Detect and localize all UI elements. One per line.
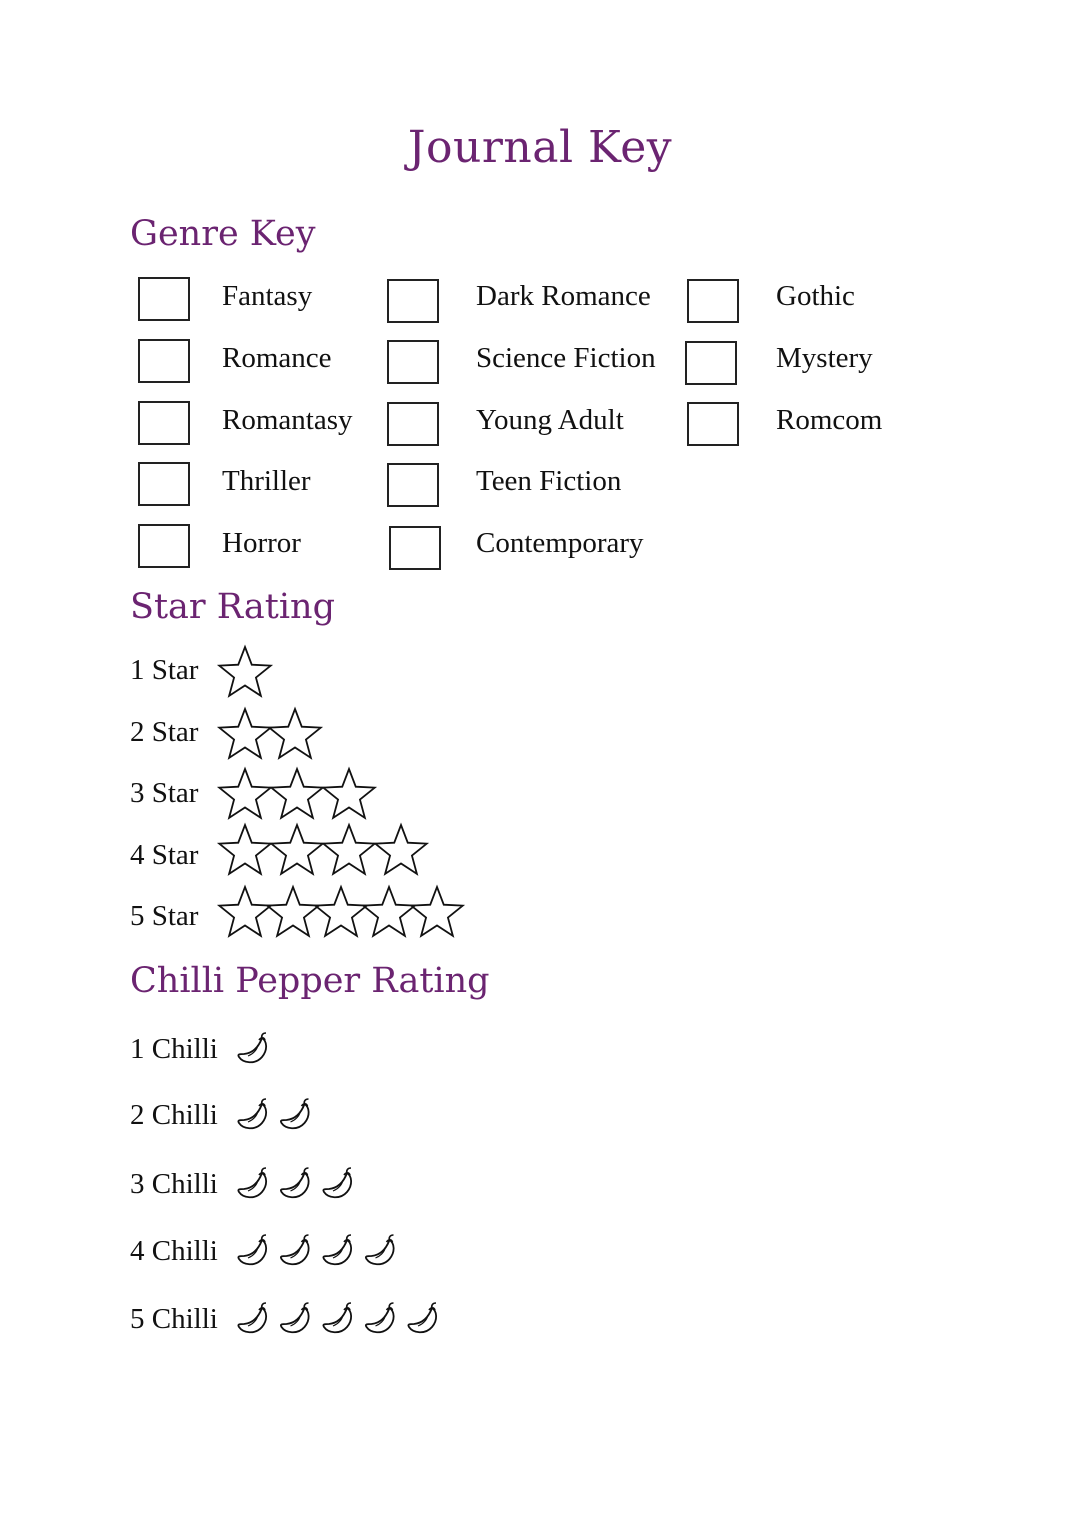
star-rating-icons bbox=[216, 884, 474, 940]
chilli-pepper-icon bbox=[323, 1303, 351, 1332]
checkbox-romcom[interactable] bbox=[687, 402, 739, 446]
star-rating-svg bbox=[216, 884, 474, 942]
genre-label-science-fiction: Science Fiction bbox=[476, 342, 656, 374]
chilli-pepper-icon bbox=[281, 1168, 309, 1197]
chilli-pepper-icon bbox=[323, 1235, 351, 1264]
chilli-rating-label: 3 Chilli bbox=[130, 1168, 218, 1200]
genre-label-mystery: Mystery bbox=[776, 342, 873, 374]
star-outline-icon bbox=[219, 825, 270, 874]
star-outline-icon bbox=[271, 825, 322, 874]
star-outline-icon bbox=[219, 647, 270, 696]
genre-label-dark-romance: Dark Romance bbox=[476, 280, 651, 312]
star-outline-icon bbox=[219, 709, 270, 758]
genre-label-gothic: Gothic bbox=[776, 280, 855, 312]
genre-label-romance: Romance bbox=[222, 342, 332, 374]
star-outline-icon bbox=[323, 825, 374, 874]
chilli-pepper-icon bbox=[238, 1168, 266, 1197]
star-rating-icons bbox=[216, 644, 282, 700]
star-rating-label: 2 Star bbox=[130, 716, 199, 748]
chilli-rating-icons bbox=[232, 1232, 406, 1288]
star-outline-icon bbox=[411, 887, 462, 936]
genre-label-romcom: Romcom bbox=[776, 404, 883, 436]
chilli-pepper-icon bbox=[238, 1235, 266, 1264]
genre-label-young-adult: Young Adult bbox=[476, 404, 624, 436]
checkbox-fantasy[interactable] bbox=[138, 277, 190, 321]
chilli-rating-svg bbox=[232, 1165, 364, 1205]
chilli-rating-icons bbox=[232, 1030, 279, 1086]
chilli-pepper-icon bbox=[281, 1303, 309, 1332]
chilli-rating-svg bbox=[232, 1232, 406, 1272]
star-rating-svg bbox=[216, 822, 438, 880]
star-outline-icon bbox=[363, 887, 414, 936]
chilli-pepper-icon bbox=[366, 1235, 394, 1264]
genre-label-teen-fiction: Teen Fiction bbox=[476, 465, 622, 497]
chilli-pepper-icon bbox=[238, 1303, 266, 1332]
checkbox-horror[interactable] bbox=[138, 524, 190, 568]
star-outline-icon bbox=[269, 709, 320, 758]
genre-label-horror: Horror bbox=[222, 527, 301, 559]
star-rating-icons bbox=[216, 822, 438, 878]
chilli-rating-label: 4 Chilli bbox=[130, 1235, 218, 1267]
checkbox-young-adult[interactable] bbox=[387, 402, 439, 446]
checkbox-teen-fiction[interactable] bbox=[387, 463, 439, 507]
chilli-rating-label: 1 Chilli bbox=[130, 1033, 218, 1065]
star-rating-svg bbox=[216, 644, 282, 702]
star-rating-icons bbox=[216, 766, 386, 822]
chilli-pepper-icon bbox=[323, 1168, 351, 1197]
checkbox-contemporary[interactable] bbox=[389, 526, 441, 570]
chilli-pepper-icon bbox=[281, 1099, 309, 1128]
star-outline-icon bbox=[271, 769, 322, 818]
chilli-rating-label: 5 Chilli bbox=[130, 1303, 218, 1335]
genre-key-heading: Genre Key bbox=[130, 214, 316, 254]
chilli-pepper-icon bbox=[238, 1099, 266, 1128]
star-outline-icon bbox=[219, 769, 270, 818]
star-outline-icon bbox=[267, 887, 318, 936]
page-title: Journal Key bbox=[407, 122, 673, 173]
star-rating-svg bbox=[216, 706, 332, 764]
checkbox-thriller[interactable] bbox=[138, 462, 190, 506]
chilli-rating-icons bbox=[232, 1165, 364, 1221]
star-outline-icon bbox=[219, 887, 270, 936]
chilli-rating-svg bbox=[232, 1096, 321, 1136]
star-rating-svg bbox=[216, 766, 386, 824]
genre-label-thriller: Thriller bbox=[222, 465, 311, 497]
chilli-rating-svg bbox=[232, 1300, 449, 1340]
star-rating-label: 4 Star bbox=[130, 839, 199, 871]
star-outline-icon bbox=[315, 887, 366, 936]
chilli-pepper-icon bbox=[281, 1235, 309, 1264]
star-rating-label: 5 Star bbox=[130, 900, 199, 932]
chilli-rating-icons bbox=[232, 1300, 449, 1356]
star-rating-label: 1 Star bbox=[130, 654, 199, 686]
checkbox-dark-romance[interactable] bbox=[387, 279, 439, 323]
genre-label-romantasy: Romantasy bbox=[222, 404, 353, 436]
star-rating-label: 3 Star bbox=[130, 777, 199, 809]
checkbox-romance[interactable] bbox=[138, 339, 190, 383]
checkbox-mystery[interactable] bbox=[685, 341, 737, 385]
chilli-rating-label: 2 Chilli bbox=[130, 1099, 218, 1131]
chilli-pepper-icon bbox=[408, 1303, 436, 1332]
chilli-pepper-icon bbox=[238, 1033, 266, 1062]
star-outline-icon bbox=[323, 769, 374, 818]
genre-label-fantasy: Fantasy bbox=[222, 280, 313, 312]
star-rating-heading: Star Rating bbox=[130, 587, 335, 627]
genre-label-contemporary: Contemporary bbox=[476, 527, 644, 559]
star-outline-icon bbox=[375, 825, 426, 874]
checkbox-science-fiction[interactable] bbox=[387, 340, 439, 384]
star-rating-icons bbox=[216, 706, 332, 762]
chilli-rating-icons bbox=[232, 1096, 321, 1152]
checkbox-gothic[interactable] bbox=[687, 279, 739, 323]
chilli-rating-heading: Chilli Pepper Rating bbox=[130, 961, 490, 1001]
checkbox-romantasy[interactable] bbox=[138, 401, 190, 445]
chilli-pepper-icon bbox=[366, 1303, 394, 1332]
chilli-rating-svg bbox=[232, 1030, 279, 1070]
